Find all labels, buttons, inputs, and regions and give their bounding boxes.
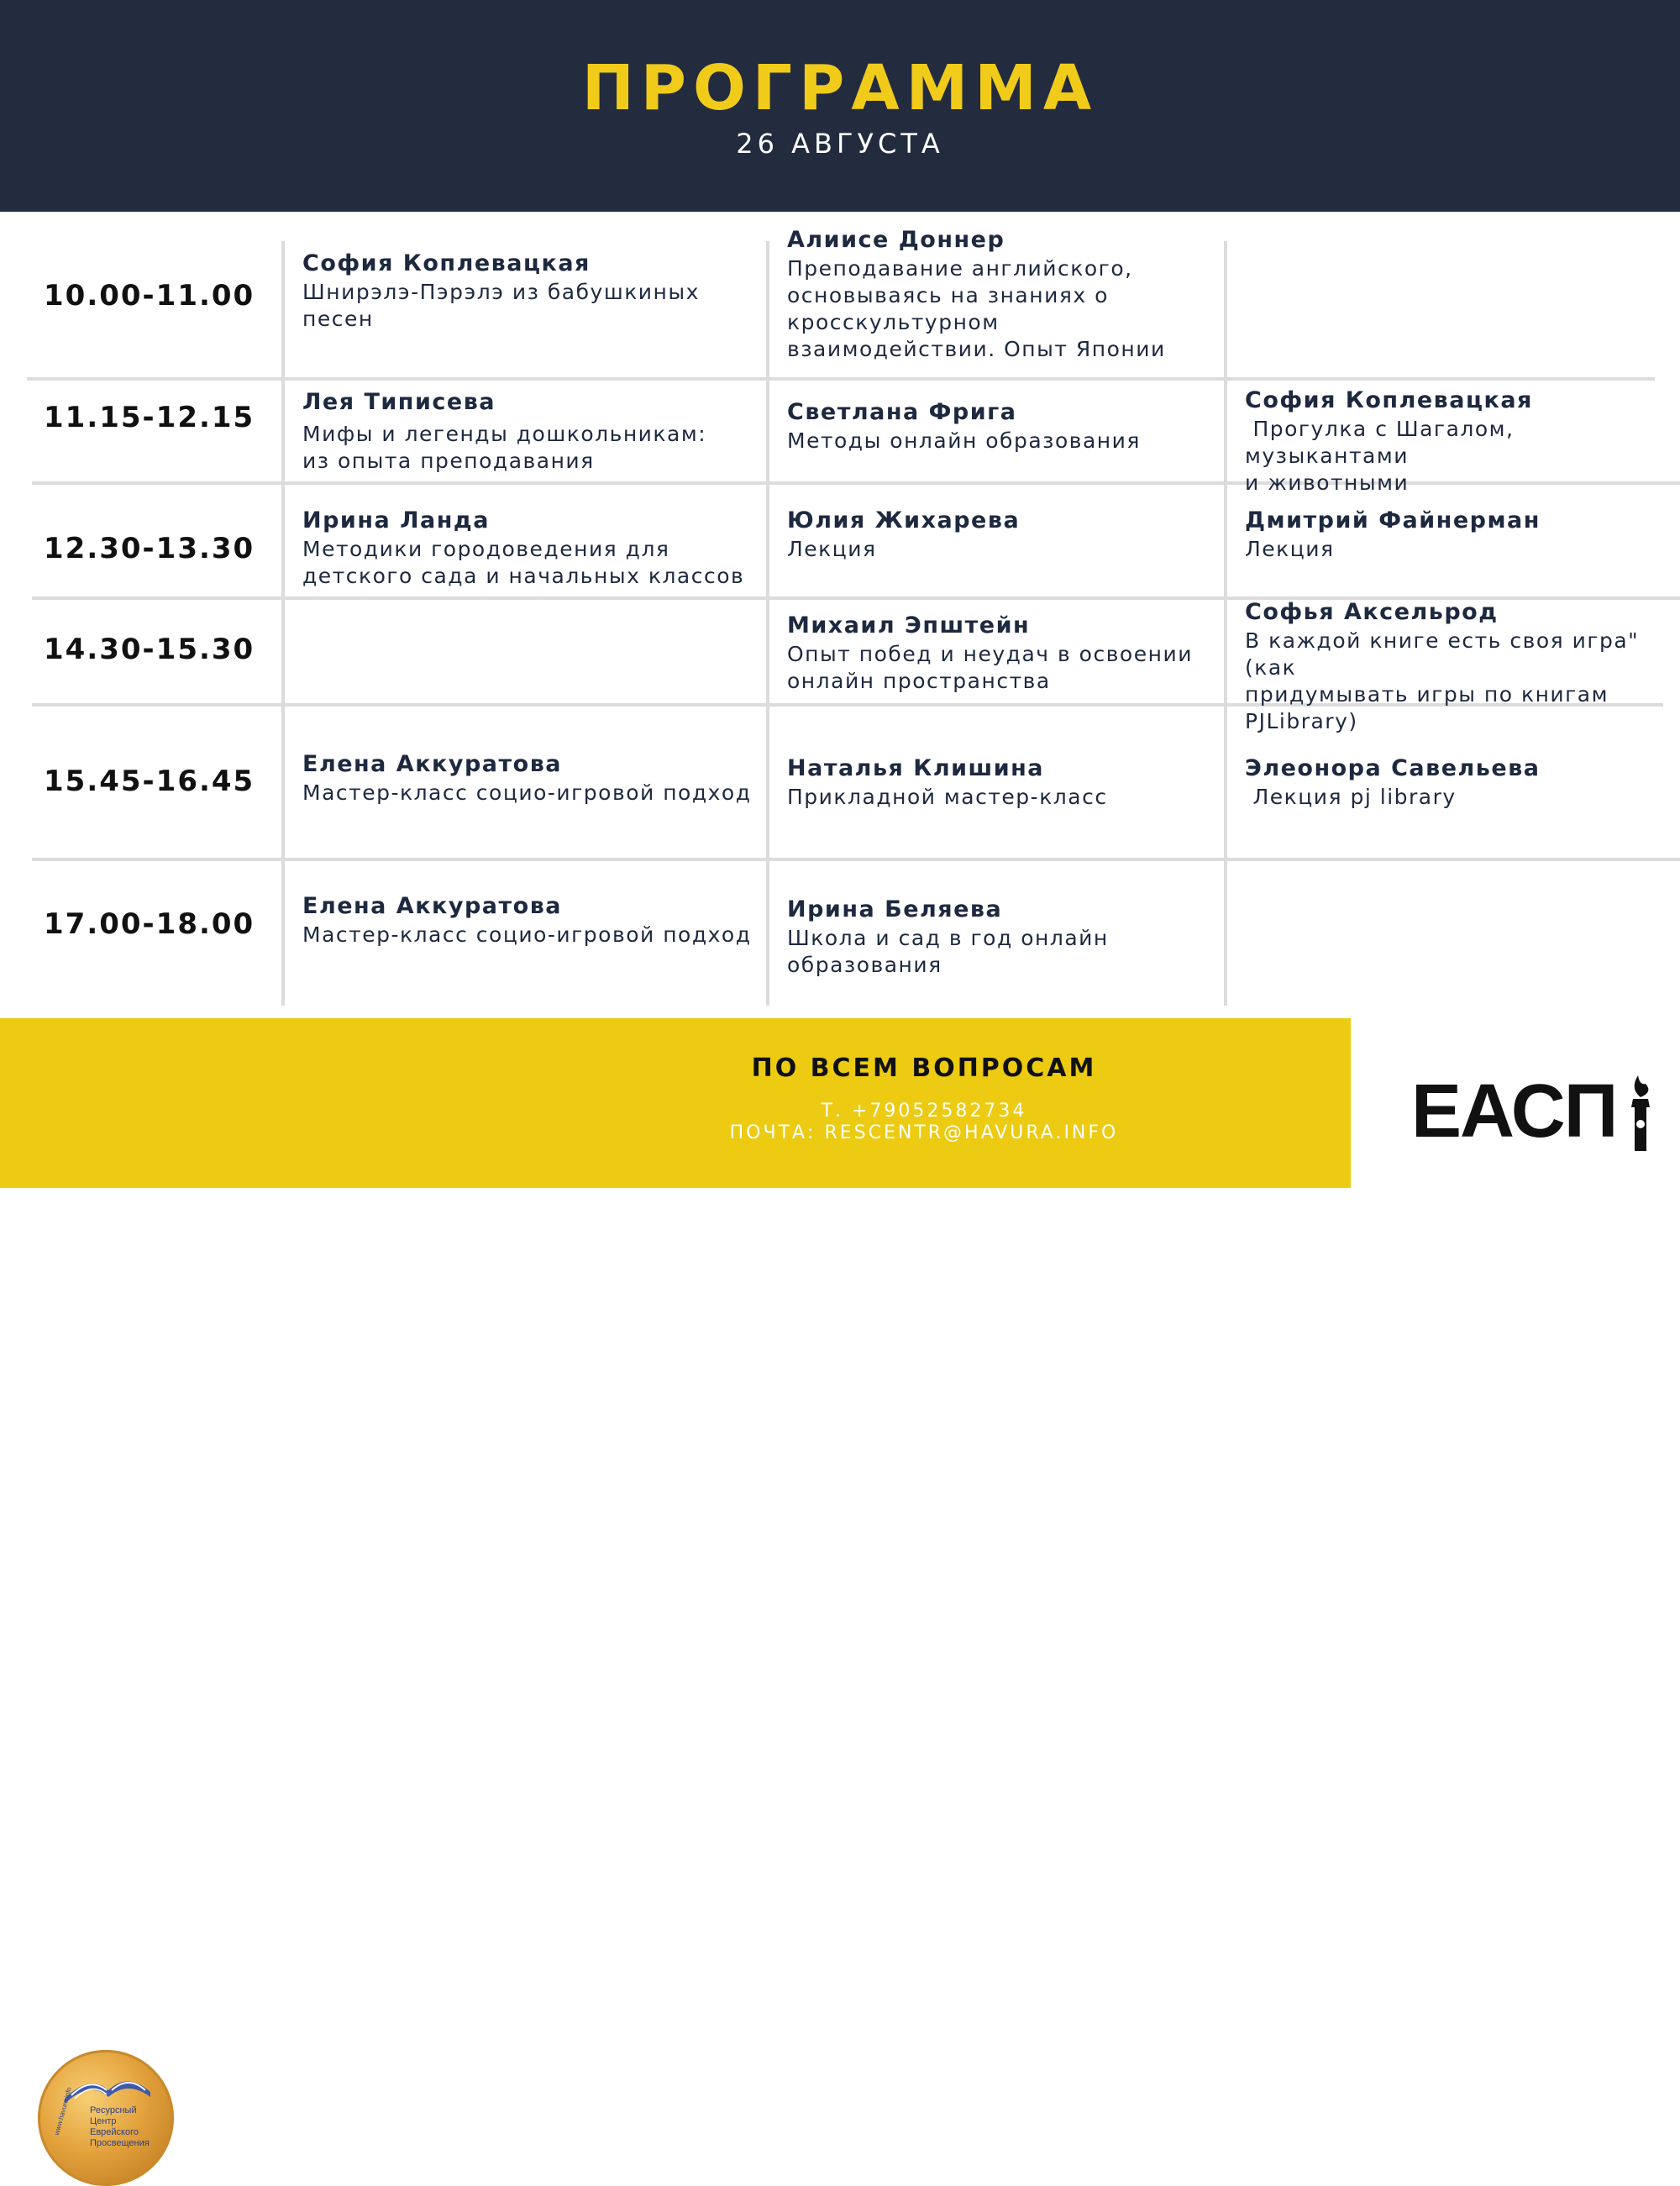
speaker-name: София Коплевацкая bbox=[1245, 387, 1533, 413]
session-cell bbox=[302, 507, 769, 590]
session-cell bbox=[787, 896, 1253, 979]
speaker-name: Ирина Ланда bbox=[302, 507, 490, 533]
session-topic: Прикладной мастер-класс bbox=[787, 785, 1108, 809]
session-topic: Прогулка с Шагалом, музыкантами и животными bbox=[1245, 417, 1515, 495]
grid-line bbox=[766, 241, 769, 1006]
time-slot: 14.30-15.30 bbox=[44, 633, 255, 666]
session-cell bbox=[787, 227, 1253, 363]
session-topic: Мифы и легенды дошкольникам: из опыта преподавания bbox=[302, 422, 707, 473]
session-topic: Методы онлайн образования bbox=[787, 428, 1141, 453]
session-cell bbox=[1245, 387, 1665, 497]
speaker-name: Лея Типисева bbox=[302, 389, 496, 415]
session-cell bbox=[1245, 755, 1665, 811]
speaker-name: Юлия Жихарева bbox=[787, 507, 1021, 533]
speaker-name: Светлана Фрига bbox=[787, 399, 1017, 425]
header-banner bbox=[0, 0, 1680, 212]
session-topic: Школа и сад в год онлайн образования bbox=[787, 926, 1109, 977]
session-cell bbox=[302, 751, 769, 807]
time-slot: 12.30-13.30 bbox=[44, 532, 255, 565]
torch-icon bbox=[1623, 1074, 1658, 1151]
session-topic: Лекция bbox=[1245, 537, 1335, 561]
session-cell bbox=[787, 755, 1253, 811]
grid-line bbox=[27, 377, 1655, 381]
session-topic: Преподавание английского, основываясь на знаниях о кросскультурном взаимодействии. Опыт Японии bbox=[787, 256, 1166, 361]
speaker-name: Дмитрий Файнерман bbox=[1245, 507, 1541, 533]
resource-center-logo bbox=[38, 2050, 174, 2186]
session-topic: Мастер-класс социо-игровой подход bbox=[302, 922, 752, 947]
speaker-name: Элеонора Савельева bbox=[1245, 755, 1541, 781]
session-cell bbox=[787, 612, 1253, 695]
speaker-name: Наталья Клишина bbox=[787, 755, 1044, 781]
contact-phone: Т. +79052582734 bbox=[821, 1101, 1027, 1122]
speaker-name: Алиисе Доннер bbox=[787, 227, 1005, 253]
time-slot: 11.15-12.15 bbox=[44, 401, 255, 434]
time-slot: 17.00-18.00 bbox=[44, 907, 255, 941]
grid-line bbox=[32, 858, 1680, 861]
session-topic: Лекция bbox=[787, 537, 877, 561]
speaker-name: Софья Аксельрод bbox=[1245, 599, 1499, 625]
page-date: 26 АВГУСТА bbox=[736, 128, 944, 160]
page-title: ПРОГРАММА bbox=[581, 52, 1099, 124]
speaker-name: София Коплевацкая bbox=[302, 250, 591, 276]
session-topic: Шнирэлэ-Пэрэлэ из бабушкиных песен bbox=[302, 280, 700, 331]
session-cell bbox=[787, 399, 1253, 455]
session-topic: Лекция pj library bbox=[1245, 785, 1457, 809]
session-topic: Методики городоведения для детского сада и начальных классов bbox=[302, 537, 745, 588]
session-cell bbox=[302, 389, 769, 475]
speaker-name: Елена Аккуратова bbox=[302, 751, 563, 777]
logo-url: www.havura.info bbox=[53, 2086, 73, 2136]
session-cell bbox=[302, 893, 769, 948]
open-book-icon bbox=[56, 2065, 157, 2107]
contact-heading: ПО ВСЕМ ВОПРОСАМ bbox=[751, 1054, 1097, 1083]
easp-logo bbox=[1411, 1069, 1658, 1153]
grid-line bbox=[281, 241, 285, 1006]
session-topic: В каждой книге есть своя игра" (как придумывать игры по книгам PJLibrary) bbox=[1245, 628, 1640, 733]
session-topic: Мастер-класс социо-игровой подход bbox=[302, 780, 752, 805]
contact-email[interactable]: ПОЧТА: RESCENTR@HAVURA.INFO bbox=[729, 1122, 1119, 1143]
speaker-name: Михаил Эпштейн bbox=[787, 612, 1031, 638]
session-cell bbox=[1245, 599, 1665, 735]
speaker-name: Елена Аккуратова bbox=[302, 893, 563, 919]
time-slot: 10.00-11.00 bbox=[44, 279, 255, 313]
session-cell bbox=[787, 507, 1253, 563]
logo-caption: Ресурсный Центр Еврейского Просвещения bbox=[90, 2105, 150, 2148]
easp-logo-text: ЕАСП bbox=[1411, 1069, 1617, 1153]
session-cell bbox=[302, 250, 769, 333]
session-cell bbox=[1245, 507, 1665, 563]
time-slot: 15.45-16.45 bbox=[44, 765, 255, 798]
speaker-name: Ирина Беляева bbox=[787, 896, 1003, 922]
session-topic: Опыт побед и неудач в освоении онлайн пространства bbox=[787, 642, 1193, 693]
